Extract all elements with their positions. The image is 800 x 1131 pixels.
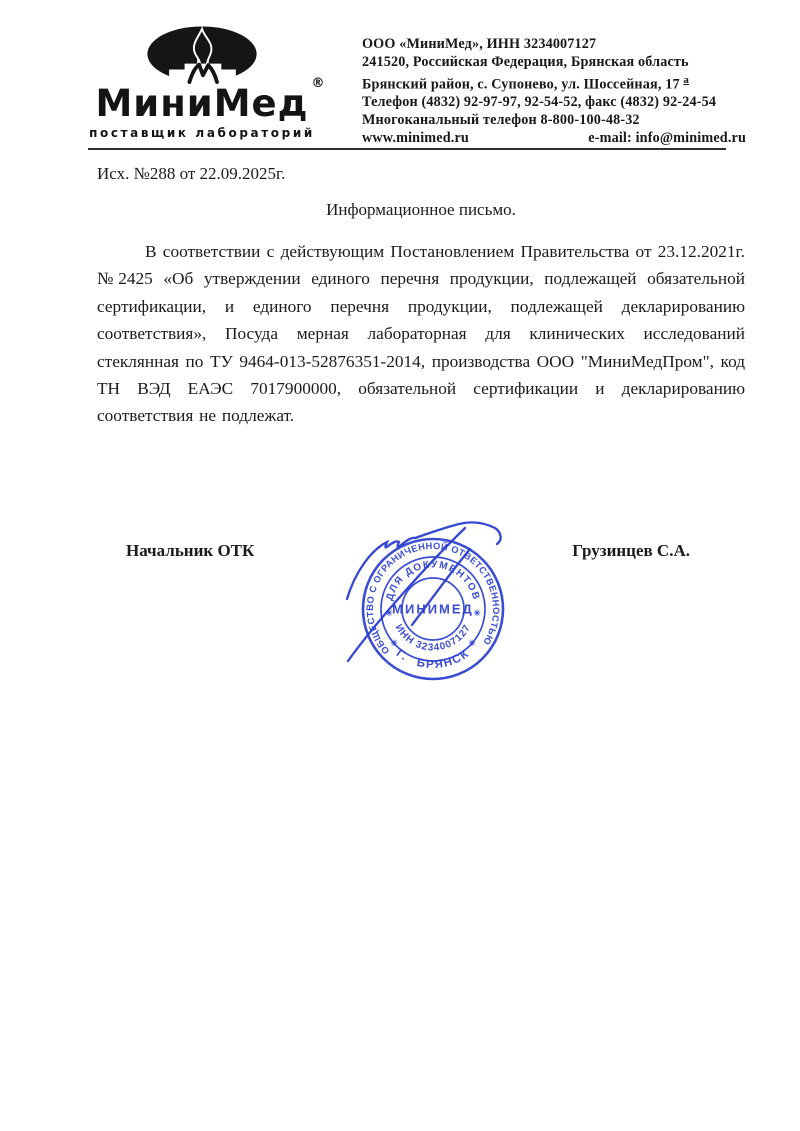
stamp-inn-text: ИНН 3234007127 <box>392 622 474 654</box>
address-line-2: Брянский район, с. Супонево, ул. Шоссейная, 17 $^а$ <box>362 73 690 93</box>
company-stamp <box>331 494 541 704</box>
email-text: e-mail: info@minimed.ru <box>588 129 746 146</box>
signatory-name: Грузинцев С.А. <box>572 541 690 560</box>
stamp-star-bottom-right-icon: ✳ <box>468 638 476 648</box>
letter-body: В соответствии с действующим Постановлением Правительства от 23.12.2021г. №2425 «Об утверждении единого перечня продукции, подлежащей обязательной сертификации, и единого перечня продукции, подлежащей декларированию соответствия», Посуда мерная лабораторная для клинических исследований стеклянная по ТУ 9464-013-52876351-2014, производства ООО "МиниМедПром", код ТН ВЭД ЕАЭС 7017900000, обязательной сертификации и декларированию соответствия не подлежат. <box>97 242 745 426</box>
website-text: www.minimed.ru <box>362 129 469 146</box>
stamp-star-bottom-left-icon: ✳ <box>390 638 398 648</box>
house-letter-superscript: а <box>683 73 690 86</box>
company-contact-block <box>362 36 746 148</box>
outgoing-reference: Исх. №288 от 22.09.2025г. <box>97 164 286 183</box>
stamp-city-text: Г. БРЯНСК <box>393 647 473 672</box>
logo-tagline: поставщик лабораторий <box>89 126 315 140</box>
minimed-flame-icon <box>144 24 260 84</box>
stamp-outer-text: ОБЩЕСТВО С ОГРАНИЧЕННОЙ ОТВЕТСТВЕННОСТЬЮ <box>364 540 502 657</box>
signatory-position: Начальник ОТК <box>126 541 255 560</box>
logo-brand-text: МиниМед ® <box>95 76 326 125</box>
header-divider <box>88 148 726 150</box>
stamp-star-left-icon: ✳ <box>385 608 393 618</box>
stamp-doc-text: ДЛЯ ДОКУМЕНТОВ <box>384 559 482 602</box>
letter-title: Информационное письмо. <box>326 200 516 219</box>
stamp-star-right-icon: ✳ <box>473 608 481 618</box>
phone-line: Телефон (4832) 92-97-97, 92-54-52, факс (4832) 92-24-54 <box>362 94 717 111</box>
address-line-1: 241520, Российская Федерация, Брянская область <box>362 53 689 70</box>
registered-trademark: ® <box>311 76 326 91</box>
company-name-line: ООО «МиниМед», ИНН 3234007127 <box>362 36 597 52</box>
company-logo <box>84 24 326 140</box>
stamp-center-text: МИНИМЕД <box>392 601 474 617</box>
hotline-line: Многоканальный телефон 8-800-100-48-32 <box>362 111 640 128</box>
